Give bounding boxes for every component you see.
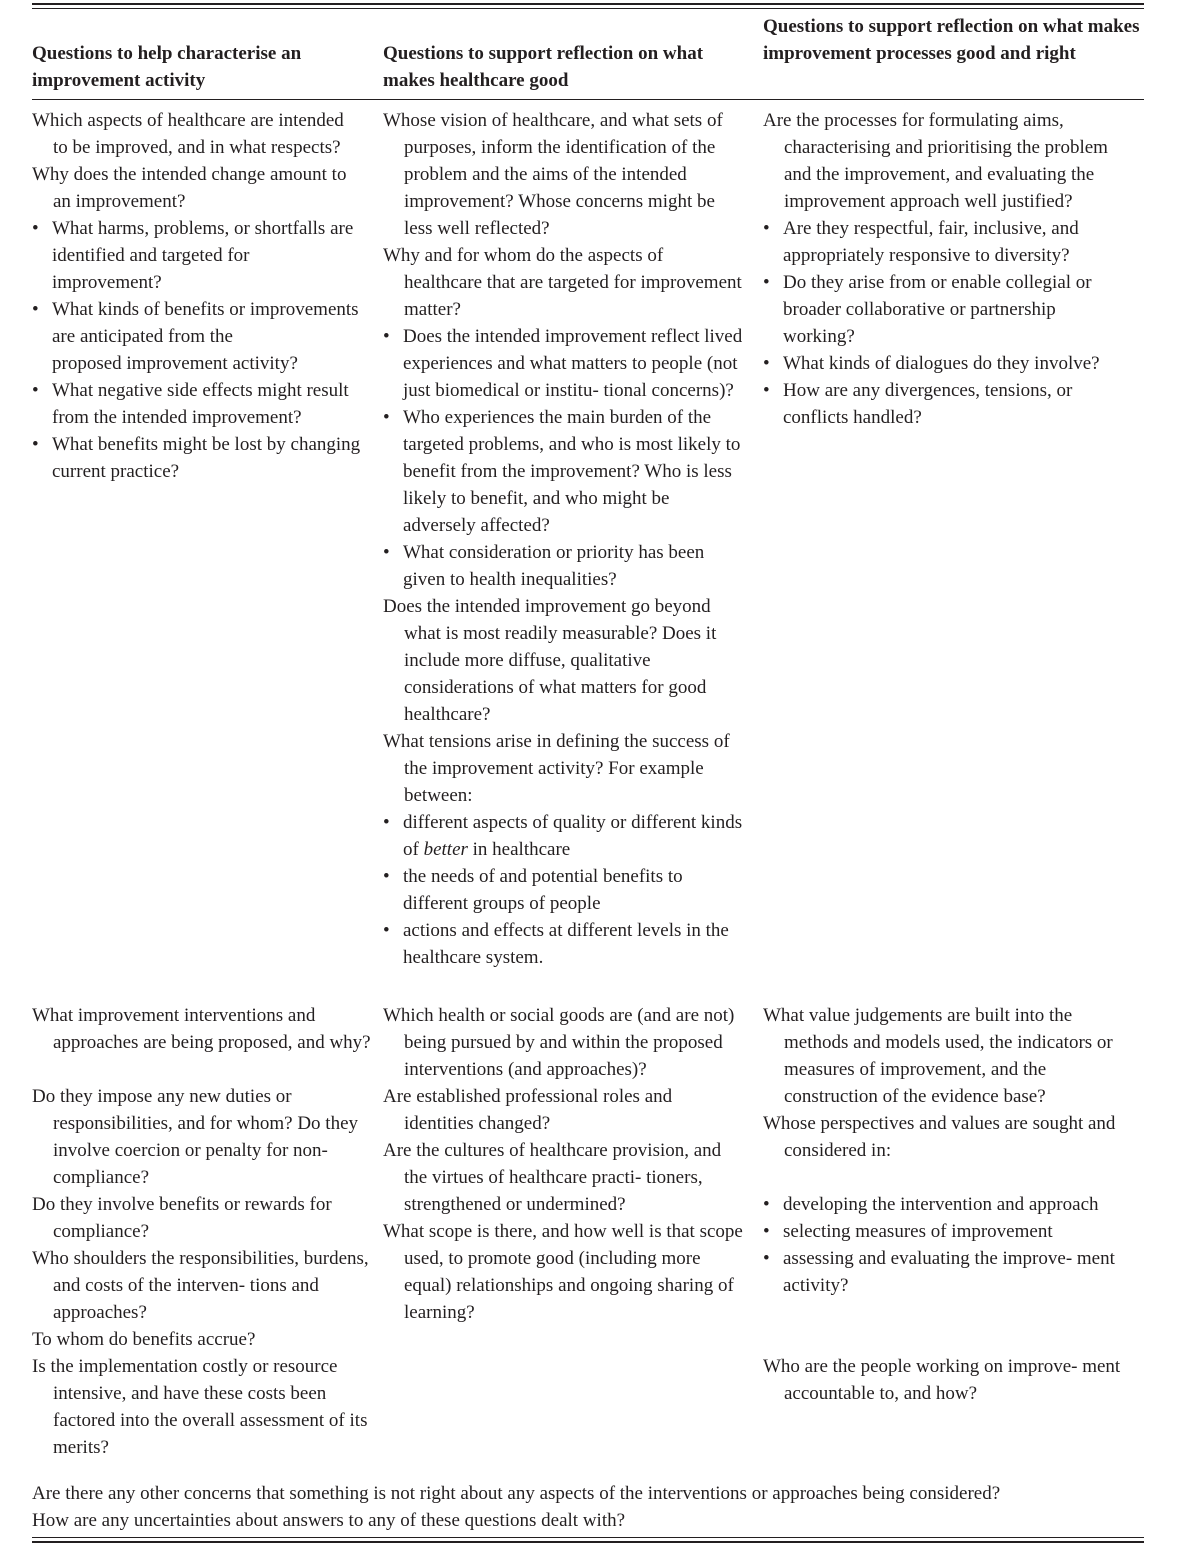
bullet-item: • developing the intervention and approach: [763, 1191, 1128, 1218]
bottom-rule-outer: [32, 1541, 1144, 1543]
bottom-rule-inner: [32, 1537, 1144, 1538]
question: Which aspects of healthcare are intended to be improved, and in what respects?: [32, 110, 344, 158]
footer-question-1: Are there any other concerns that something is not right about any aspects of the interventions or approaches being considered?: [32, 1483, 1001, 1504]
bullet-item: • Are they respectful, fair, inclusive, and appropriately responsive to diversity?: [763, 215, 1128, 269]
question: Are the cultures of healthcare provision, and the virtues of healthcare practi- tioners, strengthened or undermined?: [383, 1140, 722, 1215]
question: Whose vision of healthcare, and what sets of purposes, inform the identification of the problem and the aims of the intended improvement? Whose concerns might be less well reflected?: [383, 110, 723, 239]
bullet-item: • What harms, problems, or shortfalls are identified and targeted for improvement?: [32, 215, 362, 296]
bullet-item: • assessing and evaluating the improve- ment activity?: [763, 1245, 1128, 1299]
top-rule-inner: [32, 8, 1144, 9]
section2-col3: [763, 1002, 1128, 1407]
emphasis-text: better: [423, 839, 468, 860]
question: Who are the people working on improve- ment accountable to, and how?: [763, 1356, 1121, 1404]
question: Which health or social goods are (and are not) being pursued by and within the proposed interventions (and approaches)?: [383, 1005, 735, 1080]
bullet-item: • selecting measures of improvement: [763, 1218, 1128, 1245]
bullet-text: in healthcare: [472, 839, 571, 860]
section2-col2: [383, 1002, 745, 1326]
section1-col3: [763, 107, 1128, 431]
bullet-item: • actions and effects at different levels in the healthcare system.: [383, 917, 745, 971]
bullet-item: • Do they arise from or enable collegial or broader collaborative or partnership working?: [763, 269, 1128, 350]
bullet-item: • How are any divergences, tensions, or conflicts handled?: [763, 377, 1128, 431]
section2-col1: [32, 1002, 372, 1461]
question: Who shoulders the responsibilities, burdens, and costs of the interven- tions and approaches?: [32, 1248, 369, 1323]
bullet-text: proposed improvement activity?: [52, 353, 298, 374]
question: Does the intended improvement go beyond what is most readily measurable? Does it include more diffuse, qualitative considerations of what matters for good healthcare?: [383, 596, 717, 725]
header-rule: [32, 99, 1144, 100]
bullet-item: • the needs of and potential benefits to different groups of people: [383, 863, 745, 917]
header-col1: Questions to help characterise an improvement activity: [32, 43, 302, 91]
question: Do they impose any new duties or responsibilities, and for whom? Do they involve coercion or penalty for non-compliance?: [32, 1086, 359, 1188]
question: Is the implementation costly or resource intensive, and have these costs been factored into the overall assessment of its merits?: [32, 1356, 368, 1458]
bullet-item: • What benefits might be lost by changing current practice?: [32, 431, 362, 485]
question: To whom do benefits accrue?: [32, 1329, 256, 1350]
question: Do they involve benefits or rewards for compliance?: [32, 1194, 332, 1242]
question: Are established professional roles and identities changed?: [383, 1086, 673, 1134]
bullet-text: What kinds of benefits or improvements are anticipated from the: [52, 299, 359, 347]
bullet-item: • What kinds of dialogues do they involve?: [763, 350, 1128, 377]
question: Why does the intended change amount to an improvement?: [32, 164, 347, 212]
question: Why and for whom do the aspects of healthcare that are targeted for improvement matter?: [383, 245, 742, 320]
bullet-text: different aspects of quality or different kinds of: [403, 812, 743, 860]
top-rule-outer: [32, 3, 1144, 5]
question: Whose perspectives and values are sought and considered in:: [763, 1113, 1116, 1161]
footer-question-2: How are any uncertainties about answers to any of these questions dealt with?: [32, 1510, 626, 1531]
bullet-item: [383, 809, 745, 863]
question: What value judgements are built into the methods and models used, the indicators or measures of improvement, and the construction of the evidence base?: [763, 1005, 1113, 1107]
bullet-item: • Does the intended improvement reflect lived experiences and what matters to people (not just biomedical or institu- tional concerns)?: [383, 323, 745, 404]
bullet-item: • Who experiences the main burden of the targeted problems, and who is most likely to benefit from the improvement? Who is less likely to benefit, and who might be adversely affected?: [383, 404, 745, 539]
bullet-item: [32, 296, 362, 377]
header-col2: Questions to support reflection on what makes healthcare good: [383, 43, 704, 91]
section1-col1: [32, 107, 362, 485]
section1-col2: [383, 107, 745, 971]
question: What scope is there, and how well is that scope used, to promote good (including more equal) relationships and ongoing sharing of learning?: [383, 1221, 743, 1323]
bullet-item: • What consideration or priority has been given to health inequalities?: [383, 539, 745, 593]
question: What tensions arise in defining the success of the improvement activity? For example between:: [383, 731, 730, 806]
question: Are the processes for formulating aims, characterising and prioritising the problem and the improvement, and evaluating the improvement approach well justified?: [763, 110, 1108, 212]
header-col3: Questions to support reflection on what makes improvement processes good and right: [763, 16, 1140, 64]
question: What improvement interventions and approaches are being proposed, and why?: [32, 1005, 371, 1053]
bullet-item: • What negative side effects might result from the intended improvement?: [32, 377, 362, 431]
